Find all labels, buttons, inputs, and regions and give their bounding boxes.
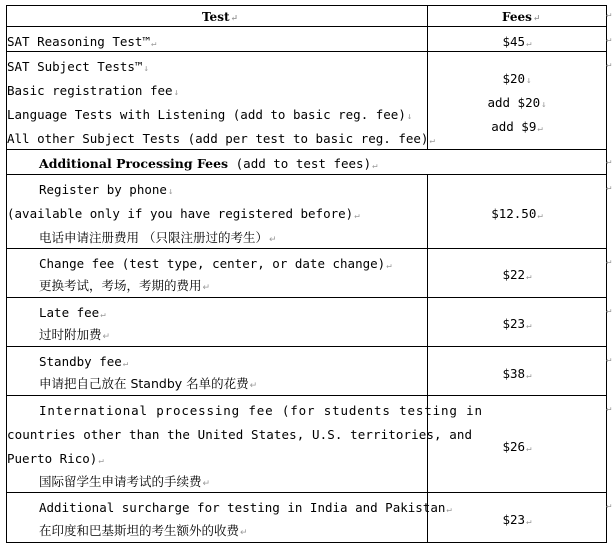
change-fee: $22↵ — [502, 267, 532, 282]
phone-line1: Register by phone↓ — [39, 182, 174, 197]
international-fee: $26↵ — [502, 439, 532, 454]
row-divider — [6, 248, 607, 249]
international-line1: International processing fee (for students testing in — [39, 403, 483, 418]
row-end-mark: ↵ — [606, 183, 612, 193]
sat-subject-fee-other: add $9↵ — [491, 119, 543, 134]
processing-heading: Additional Processing Fees (add to test fees)↵ — [39, 156, 378, 171]
table-border-top — [6, 5, 607, 6]
sat-subject-fee-basic: $20↓ — [502, 71, 532, 86]
row-end-mark: ↵ — [606, 306, 612, 316]
sat-reasoning-fee: $45↵ — [502, 34, 532, 49]
phone-fee: $12.50↵ — [491, 206, 543, 221]
surcharge-fee: $23↵ — [502, 512, 532, 527]
row-end-mark: ↵ — [606, 501, 612, 511]
row-divider — [6, 492, 607, 493]
row-end-mark: ↵ — [606, 157, 612, 167]
sat-subject-listening: Language Tests with Listening (add to basic reg. fee)↓ — [7, 107, 413, 122]
header-fees: Fees↵ — [502, 10, 541, 24]
table-border-bottom — [6, 542, 607, 543]
late-line1: Late fee↵ — [39, 305, 106, 320]
table-border-right — [606, 5, 607, 543]
header-test: Test↵ — [202, 10, 239, 24]
international-line3: Puerto Rico)↵ — [7, 451, 104, 466]
standby-line1: Standby fee↵ — [39, 354, 129, 369]
row-divider — [6, 346, 607, 347]
change-line1: Change fee (test type, center, or date change)↵ — [39, 256, 392, 271]
surcharge-line1: Additional surcharge for testing in India and Pakistan↵ — [39, 500, 452, 515]
late-cn: 过时附加费↵ — [39, 327, 111, 342]
row-end-mark: ↵ — [606, 10, 612, 20]
standby-fee: $38↵ — [502, 366, 532, 381]
surcharge-cn: 在印度和巴基斯坦的考生额外的收费↵ — [39, 523, 248, 538]
row-divider — [6, 395, 607, 396]
sat-subject-other: All other Subject Tests (add per test to basic reg. fee)↵ — [7, 131, 435, 146]
row-end-mark: ↵ — [606, 404, 612, 414]
header-divider — [6, 26, 607, 27]
international-line2: countries other than the United States, U.S. territories, and — [7, 427, 473, 442]
row-end-mark: ↵ — [606, 60, 612, 70]
row-divider — [6, 51, 607, 52]
phone-cn: 电话申请注册费用 （只限注册过的考生）↵ — [39, 230, 277, 245]
change-cn: 更换考试，考场，考期的费用↵ — [39, 278, 211, 293]
row-divider — [6, 149, 607, 150]
phone-line2: (available only if you have registered before)↵ — [7, 206, 360, 221]
row-end-mark: ↵ — [606, 355, 612, 365]
row-divider — [6, 174, 607, 175]
row-end-mark: ↵ — [606, 35, 612, 45]
sat-subject-basic: Basic registration fee↓ — [7, 83, 179, 98]
international-cn: 国际留学生申请考试的手续费↵ — [39, 474, 211, 489]
row-divider — [6, 297, 607, 298]
late-fee: $23↵ — [502, 316, 532, 331]
standby-cn: 申请把自己放在 Standby 名单的花费↵ — [39, 376, 258, 391]
column-divider — [427, 174, 428, 543]
row-end-mark: ↵ — [606, 257, 612, 267]
sat-subject-title: SAT Subject Tests™↓ — [7, 59, 149, 74]
sat-subject-fee-listening: add $20↓ — [487, 95, 547, 110]
sat-reasoning-label: SAT Reasoning Test™↵ — [7, 34, 157, 49]
